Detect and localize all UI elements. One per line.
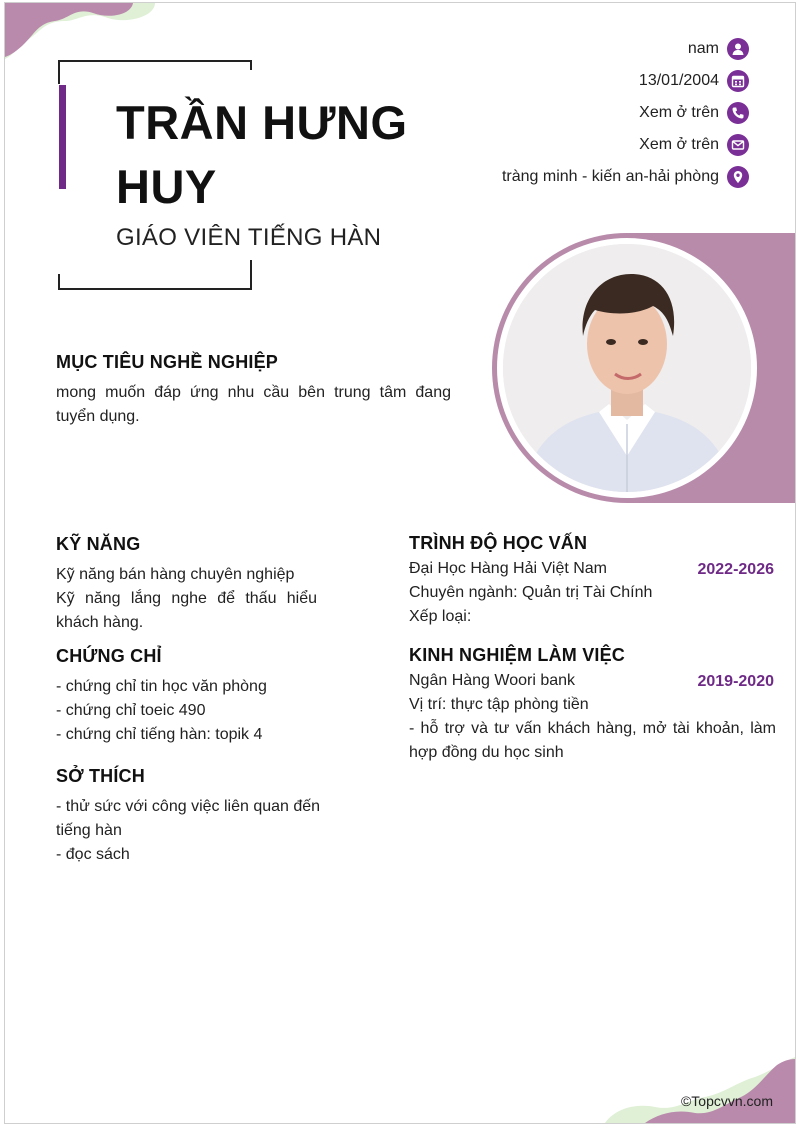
skills-item: Kỹ năng lắng nghe để thấu hiểu khách hàng. xyxy=(56,590,317,631)
email-icon xyxy=(727,134,749,156)
skills-item: Kỹ năng bán hàng chuyên nghiệp xyxy=(56,566,295,583)
contact-birthday xyxy=(502,65,749,97)
hobbies-heading: SỞ THÍCH xyxy=(56,766,145,786)
education-heading: TRÌNH ĐỘ HỌC VẤN xyxy=(409,533,588,553)
certificate-item: - chứng chỉ toeic 490 xyxy=(56,702,206,719)
contact-gender xyxy=(502,33,749,65)
location-icon xyxy=(727,166,749,188)
profile-photo xyxy=(503,244,751,492)
contact-gender-text: nam xyxy=(687,40,719,57)
contact-address xyxy=(502,161,749,193)
user-icon xyxy=(727,38,749,60)
certificate-item: - chứng chỉ tin học văn phòng xyxy=(56,678,267,695)
hobby-item: - thử sức với công việc liên quan đến tiếng hàn xyxy=(56,798,321,839)
calendar-icon xyxy=(727,70,749,92)
certificate-item: - chứng chỉ tiếng hàn: topik 4 xyxy=(56,726,263,743)
watermark: ©Topcvvn.com xyxy=(680,1093,773,1109)
accent-bar xyxy=(59,85,66,189)
education-major: Chuyên ngành: Quản trị Tài Chính xyxy=(409,584,653,601)
education-school: Đại Học Hàng Hải Việt Nam xyxy=(409,560,608,577)
experience-company: Ngân Hàng Woori bank xyxy=(409,672,576,689)
certificates-heading: CHỨNG CHỈ xyxy=(56,646,162,666)
experience-heading: KINH NGHIỆM LÀM VIỆC xyxy=(409,645,626,665)
objective-heading: MỤC TIÊU NGHỀ NGHIỆP xyxy=(56,352,279,372)
contact-phone-text: Xem ở trên xyxy=(639,104,719,121)
decorative-blob-bottom-right xyxy=(605,1057,795,1123)
decorative-blob-top-left xyxy=(5,3,165,63)
skills-heading: KỸ NĂNG xyxy=(56,534,141,554)
experience-period: 2019-2020 xyxy=(697,673,774,690)
contact-address-text: tràng minh - kiến an-hải phòng xyxy=(501,168,719,185)
contact-list xyxy=(502,33,749,193)
contact-phone xyxy=(502,97,749,129)
experience-description: - hỗ trợ và tư vấn khách hàng, mở tài khoản, làm hợp đồng du học sinh xyxy=(409,720,776,761)
education-rank: Xếp loại: xyxy=(409,608,472,625)
cv-page xyxy=(4,2,796,1124)
hobby-item: - đọc sách xyxy=(56,846,130,863)
contact-email-text: Xem ở trên xyxy=(639,136,719,153)
experience-position: Vị trí: thực tập phòng tiền xyxy=(409,696,589,713)
phone-icon xyxy=(727,102,749,124)
full-name: TRẦN HƯNG HUY xyxy=(116,96,408,213)
contact-email xyxy=(502,129,749,161)
objective-text: mong muốn đáp ứng nhu cầu bên trung tâm đang tuyển dụng. xyxy=(56,384,451,425)
job-title: GIÁO VIÊN TIẾNG HÀN xyxy=(116,224,382,251)
contact-birthday-text: 13/01/2004 xyxy=(638,72,719,89)
education-period: 2022-2026 xyxy=(697,561,774,578)
